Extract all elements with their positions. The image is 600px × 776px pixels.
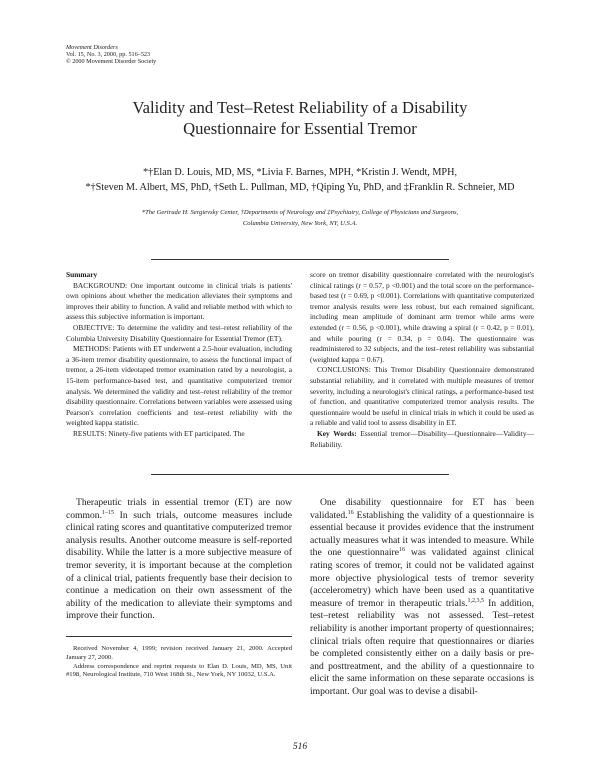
footnote-received: Received November 4, 1999; revision received January 21, 2000. Accepted January 27, 2000. [66,645,292,661]
abstract-results-cont: score on tremor disability questionnaire correlated with the neurologist's clinical ratings (r = 0.57, p <0.001) and the total score on the performance-based test (r = 0.69, p <0.001). Correlations with quantitative computerized tremor analysis results were less robust, but each remained significant, including mean amplitude of dominant arm tremor while arms were extended (r = 0.56, p <0.001), while drawing a spiral (r = 0.42, p = 0.01), and while pouring (r = 0.34, p = 0.04). The questionnaire was readministered to 32 subjects, and the test–retest reliability was substantial (weighted kappa = 0.67). [310,270,534,364]
affiliations [40,208,560,229]
authors-line-2: *†Steven M. Albert, MS, PhD, †Seth L. Pullman, MD, †Qiping Yu, PhD, and ‡Franklin R. Schneier, MD [85,181,515,193]
abstract-bottom-rule [151,474,449,475]
authors-line-1: *†Elan D. Louis, MD, MS, *Livia F. Barnes, MPH, *Kristin J. Wendt, MPH, [143,167,457,178]
title-line-1: Validity and Test–Retest Reliability of a Disability [132,98,468,117]
footnote-address: Address correspondence and reprint requests to Elan D. Louis, MD, MS, Unit #198, Neurological Institute, 710 West 168th St., New York, NY 10032, U.S.A. [66,662,292,679]
abstract-right-column [310,270,534,450]
body-right-column [310,497,534,699]
footnote [66,645,292,680]
title-line-2: Questionnaire for Essential Tremor [183,119,417,138]
paper-title [60,97,540,139]
footnote-rule [66,636,292,637]
keywords-text: Essential tremor—Disability—Questionnaire—Validity—Reliability. [310,428,534,449]
abstract-objective: OBJECTIVE: To determine the validity and test–retest reliability of the Columbia University Disability Questionnaire for Essential Tremor (ET). [66,322,292,343]
author-list [40,166,560,195]
abstract-background: BACKGROUND: One important outcome in clinical trials is patients' own opinions about whether the medication alleviates their symptoms and improves their ability to function. A valid and reliable method with which to assess this subjective information is important. [66,280,292,322]
citation-ref: 16 [347,509,354,516]
affiliation-line-1: *The Gertrude H. Sergievsky Center, †Departments of Neurology and ‡Psychiatry, College of Physicians and Surgeons, [141,209,459,216]
body-left-column [66,497,292,623]
affiliation-line-2: Columbia University, New York, NY, U.S.A. [242,219,358,227]
abstract-keywords [310,429,534,450]
keywords-label: Key Words: [317,428,357,438]
summary-heading: Summary [66,270,98,279]
abstract-conclusions: CONCLUSIONS: This Tremor Disability Questionnaire demonstrated substantial reliability, and it correlated with multiple measures of tremor severity, including a neurologist's clinical ratings, a performance-based test of function, and quantitative computerized tremor analysis results. The questionnaire would be useful in clinical trials in which it could be used as a reliable and valid tool to assess disability in ET. [310,365,534,428]
journal-copyright: © 2000 Movement Disorder Society [66,58,157,66]
page-number: 516 [292,742,308,752]
abstract-left-column [66,270,292,440]
abstract-top-rule [151,259,449,260]
journal-header [66,44,156,66]
journal-volume: Vol. 15, No. 3, 2000, pp. 516–523 [66,51,151,59]
intro-paragraph-1: Therapeutic trials in essential tremor (ET) are now common.$^{1-15}$ In such trials, outcome measures include clinical rating scores and quantitative computerized tremor analysis results. Another outcome measure is self-reported disability. While the latter is a more subjective measure of tremor severity, it is important because at the completion of a clinical trial, patients frequently base their decision to continue a medication on their own assessment of the ability of the medication to alleviate their symptoms and improve their function. [66,497,292,622]
intro-paragraph-2: One disability questionnaire for ET has been validated.$^{16}$ Establishing the validity of a questionnaire is essential because it provides evidence that the instrument actually measures what it was intended to measure. While the one questionnaire$^{16}$ was validated against clinical rating scores of tremor, it could not be validated against more objective physiological tests of tremor severity (accelerometry) which have been used as a quantitative measure of tremor in therapeutic trials.$^{1,2,3,5}$ In addition, test–retest reliability was not assessed. Test–retest reliability is another important property of questionnaires; clinical trials often require that questionnaires or diaries be completed consistently either on a daily basis or pre- and posttreatment, and the ability of a questionnaire to elicit the same information on these separate occasions is important. Our goal was to devise a disabil- [310,497,534,697]
citation-ref: 1,2,3,5 [467,597,485,604]
citation-ref: 1–15 [101,509,114,516]
journal-name: Movement Disorders [66,44,118,51]
citation-ref: 16 [399,547,406,554]
abstract-methods: METHODS: Patients with ET underwent a 2.5-hour evaluation, including a 36-item tremor disability questionnaire, to assess the functional impact of tremor, a 26-item videotaped tremor examination rated by a neurologist, a 15-item performance-based test, and quantitative computerized tremor analysis. We determined the validity and test–retest reliability of the tremor disability questionnaire. Correlations between variables were assessed using Pearson's correlation coefficients and test–retest reliability with the weighted kappa statistic. [66,344,292,428]
abstract-results-start: RESULTS: Ninety-five patients with ET participated. The [73,428,245,438]
